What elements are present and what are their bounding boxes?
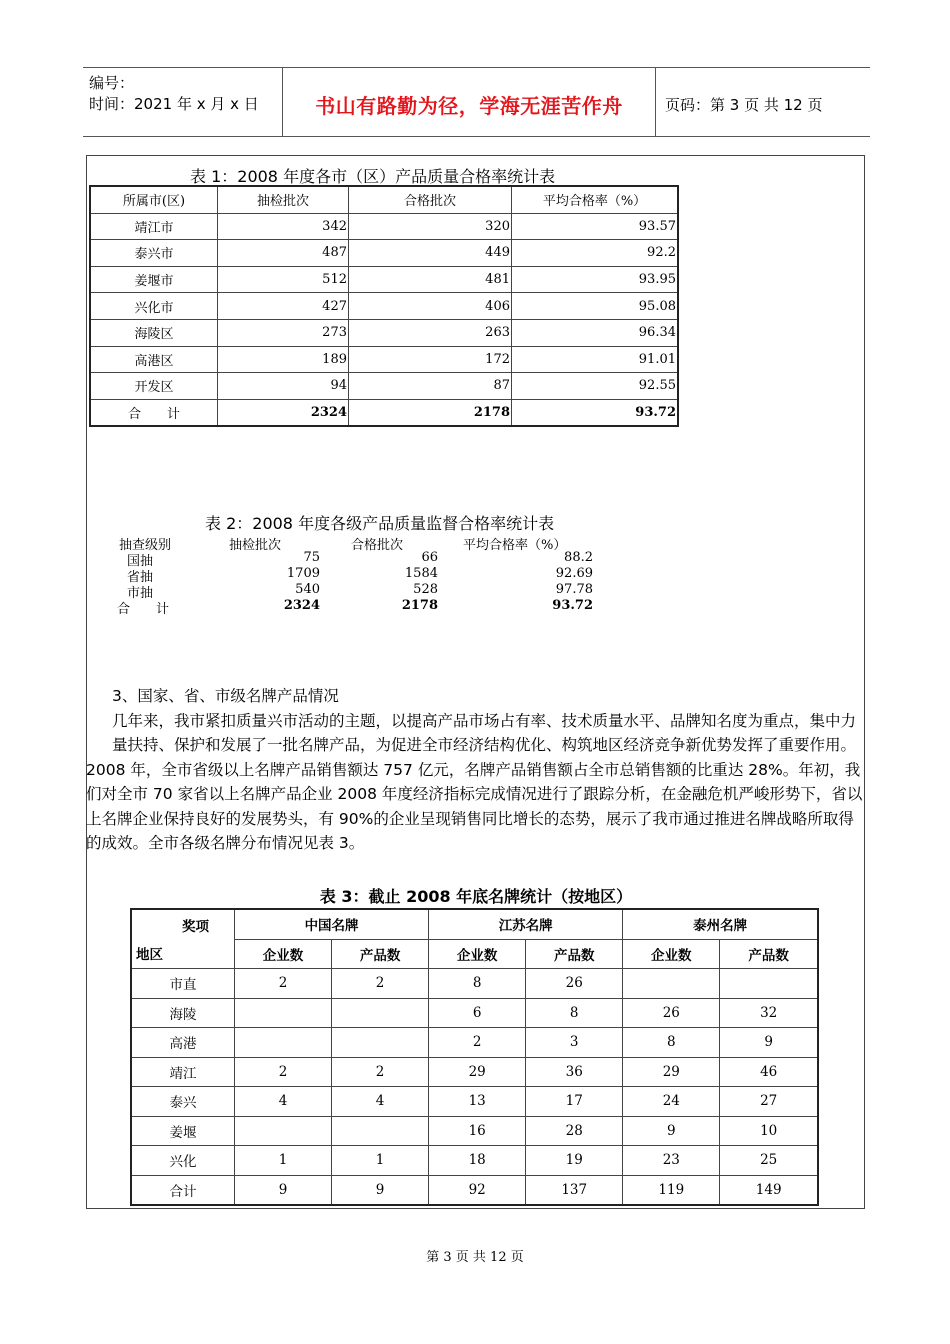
cell: 88.2 (564, 550, 593, 565)
page-footer: 第 3 页 共 12 页 (426, 1250, 524, 1265)
cell: 24 (623, 1087, 720, 1117)
column-header: 合格批次 (351, 538, 404, 553)
cell: 540 (295, 582, 320, 597)
cell: 487 (218, 240, 349, 267)
cell: 海陵 (131, 998, 235, 1028)
column-header: 抽检批次 (218, 186, 349, 213)
cell: 8 (526, 998, 623, 1028)
column-header: 产品数 (332, 939, 429, 969)
cell (235, 1116, 332, 1146)
table-row (131, 1146, 818, 1176)
cell: 427 (218, 293, 349, 320)
table1-title: 表 1：2008 年度各市（区）产品质量合格率统计表 (190, 167, 556, 186)
cell: 273 (218, 319, 349, 346)
cell: 姜堰市 (90, 266, 218, 293)
cell: 119 (623, 1175, 720, 1205)
cell: 合 计 (90, 399, 218, 426)
cell: 93.72 (512, 399, 679, 426)
group-header: 江苏名牌 (429, 909, 623, 939)
table-row (131, 998, 818, 1028)
cell: 1 (332, 1146, 429, 1176)
cell: 8 (623, 1028, 720, 1058)
cell: 9 (332, 1175, 429, 1205)
cell: 开发区 (90, 373, 218, 400)
cell: 16 (429, 1116, 526, 1146)
table3 (130, 908, 819, 1206)
cell: 36 (526, 1057, 623, 1087)
cell: 9 (235, 1175, 332, 1205)
table-row (90, 373, 678, 400)
cell: 2324 (218, 399, 349, 426)
cell: 66 (421, 550, 438, 565)
corner-label-top: 奖项 (182, 919, 209, 935)
cell: 94 (218, 373, 349, 400)
cell: 2 (429, 1028, 526, 1058)
cell: 406 (349, 293, 512, 320)
cell: 46 (720, 1057, 818, 1087)
table-row (90, 266, 678, 293)
cell: 28 (526, 1116, 623, 1146)
table-row (90, 213, 678, 240)
doc-time-label: 时间：2021 年 x 月 x 日 (89, 95, 259, 113)
cell: 96.34 (512, 319, 679, 346)
cell: 6 (429, 998, 526, 1028)
paragraph: 2008 年，全市省级以上名牌产品销售额达 757 亿元，名牌产品销售额占全市总销售额的比重达 28%。年初，我们对全市 70 家省以上名牌产品企业 2008 年度经济指标完成情况进行了跟踪分析，在金融危机严峻形势下，省以上名牌企业保持良好的发展势头，有 90%的企业呈现销售同比增长的态势，展示了我市通过推进名牌战略所取得的成效。全市各级名牌分布情况见表 3。 (86, 760, 863, 852)
cell: 91.01 (512, 346, 679, 373)
cell: 149 (720, 1175, 818, 1205)
cell: 合计 (131, 1175, 235, 1205)
column-header: 平均合格率（%） (512, 186, 679, 213)
cell (332, 1116, 429, 1146)
cell: 26 (526, 969, 623, 999)
cell: 93.95 (512, 266, 679, 293)
table3-title: 表 3：截止 2008 年底名牌统计（按地区） (319, 887, 633, 906)
table-header-row (131, 909, 818, 939)
cell: 泰兴市 (90, 240, 218, 267)
cell: 92.2 (512, 240, 679, 267)
cell (720, 969, 818, 999)
cell: 1 (235, 1146, 332, 1176)
table1 (89, 185, 679, 427)
column-header: 抽查级别 (119, 538, 172, 553)
cell: 449 (349, 240, 512, 267)
cell: 29 (429, 1057, 526, 1087)
table-row (90, 293, 678, 320)
group-header: 泰州名牌 (623, 909, 818, 939)
table2-title: 表 2：2008 年度各级产品质量监督合格率统计表 (205, 514, 555, 533)
table-row (131, 1087, 818, 1117)
cell: 137 (526, 1175, 623, 1205)
cell: 2 (332, 1057, 429, 1087)
column-header: 产品数 (526, 939, 623, 969)
table-row (131, 1028, 818, 1058)
cell (332, 998, 429, 1028)
cell: 9 (623, 1116, 720, 1146)
section-body (86, 684, 866, 856)
page-header (83, 67, 870, 137)
cell: 92 (429, 1175, 526, 1205)
cell: 23 (623, 1146, 720, 1176)
cell: 1709 (286, 566, 320, 581)
cell: 26 (623, 998, 720, 1028)
cell: 2 (235, 969, 332, 999)
cell: 市直 (131, 969, 235, 999)
cell: 189 (218, 346, 349, 373)
cell (235, 1028, 332, 1058)
header-divider (655, 68, 656, 136)
cell: 靖江市 (90, 213, 218, 240)
column-header: 合格批次 (349, 186, 512, 213)
cell: 32 (720, 998, 818, 1028)
table-row (131, 1116, 818, 1146)
cell: 93.72 (552, 598, 593, 613)
cell: 19 (526, 1146, 623, 1176)
cell (235, 998, 332, 1028)
cell: 兴化市 (90, 293, 218, 320)
row-label: 市抽 (127, 586, 154, 601)
cell: 1584 (404, 566, 438, 581)
cell: 泰兴 (131, 1087, 235, 1117)
cell: 95.08 (512, 293, 679, 320)
header-page-label: 页码：第 3 页 共 12 页 (665, 96, 823, 114)
cell: 528 (413, 582, 438, 597)
cell (623, 969, 720, 999)
cell: 25 (720, 1146, 818, 1176)
header-motto: 书山有路勤为径，学海无涯苦作舟 (315, 94, 623, 118)
cell: 93.57 (512, 213, 679, 240)
cell: 97.78 (555, 582, 593, 597)
corner-label-bottom: 地区 (136, 947, 163, 963)
cell: 2324 (283, 598, 320, 613)
column-header: 企业数 (623, 939, 720, 969)
paragraph: 几年来，我市紧扣质量兴市活动的主题，以提高产品市场占有率、技术质量水平、品牌知名度为重点，集中力量扶持、保护和发展了一批名牌产品，为促进全市经济结构优化、构筑地区经济竞争新优势发挥了重要作用。 (112, 711, 857, 754)
cell: 2 (235, 1057, 332, 1087)
cell: 高港区 (90, 346, 218, 373)
column-header: 抽检批次 (229, 538, 282, 553)
cell: 87 (349, 373, 512, 400)
table-row (90, 346, 678, 373)
cell: 17 (526, 1087, 623, 1117)
cell: 2178 (401, 598, 438, 613)
cell: 2 (332, 969, 429, 999)
column-header: 平均合格率（%） (463, 538, 567, 553)
table-row (90, 319, 678, 346)
column-header: 所属市(区) (90, 186, 218, 213)
cell: 263 (349, 319, 512, 346)
row-label: 国抽 (127, 554, 154, 569)
table-row (131, 969, 818, 999)
cell: 512 (218, 266, 349, 293)
column-header: 产品数 (720, 939, 818, 969)
cell: 姜堰 (131, 1116, 235, 1146)
cell: 342 (218, 213, 349, 240)
cell: 10 (720, 1116, 818, 1146)
cell: 27 (720, 1087, 818, 1117)
cell: 8 (429, 969, 526, 999)
cell: 18 (429, 1146, 526, 1176)
corner-header (131, 909, 235, 969)
cell: 9 (720, 1028, 818, 1058)
cell: 75 (303, 550, 320, 565)
group-header: 中国名牌 (235, 909, 429, 939)
column-header: 企业数 (235, 939, 332, 969)
table-total-row (131, 1175, 818, 1205)
cell: 4 (332, 1087, 429, 1117)
cell: 92.55 (512, 373, 679, 400)
cell: 13 (429, 1087, 526, 1117)
cell: 29 (623, 1057, 720, 1087)
cell: 2178 (349, 399, 512, 426)
section-heading: 3、国家、省、市级名牌产品情况 (112, 687, 339, 705)
table-header-row (90, 186, 678, 213)
cell (332, 1028, 429, 1058)
row-label: 合 计 (117, 602, 170, 617)
cell: 172 (349, 346, 512, 373)
cell: 靖江 (131, 1057, 235, 1087)
cell: 320 (349, 213, 512, 240)
table-row (131, 1057, 818, 1087)
cell: 高港 (131, 1028, 235, 1058)
cell: 92.69 (555, 566, 593, 581)
table-row (90, 240, 678, 267)
row-label: 省抽 (127, 570, 154, 585)
doc-number-label: 编号： (89, 74, 135, 92)
cell: 481 (349, 266, 512, 293)
cell: 3 (526, 1028, 623, 1058)
cell: 兴化 (131, 1146, 235, 1176)
table-total-row (90, 399, 678, 426)
cell: 海陵区 (90, 319, 218, 346)
cell: 4 (235, 1087, 332, 1117)
column-header: 企业数 (429, 939, 526, 969)
